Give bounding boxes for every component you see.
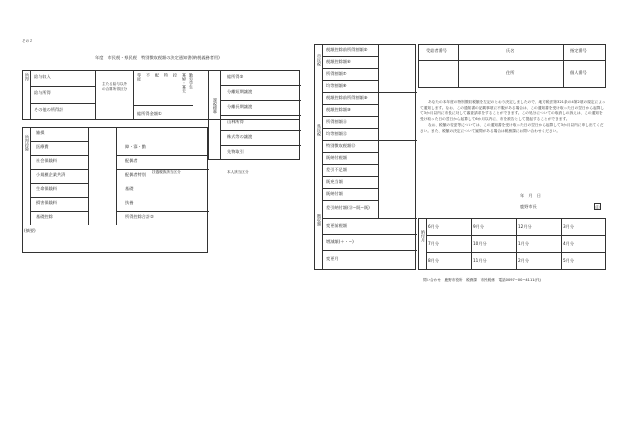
month-1-2: 1月分 xyxy=(518,241,530,246)
left-form xyxy=(22,70,302,253)
deduction-row-5: 損害保険料 xyxy=(36,200,57,205)
total-row-5: 差引納付額(⑬−既−既) xyxy=(326,205,370,210)
deduction-value-label: 本人該当区分 xyxy=(227,170,249,174)
month-2-1: 11月分 xyxy=(473,258,487,263)
deduction-rows xyxy=(30,127,89,225)
mayor-label: 鹿野市長 xyxy=(520,204,537,209)
deduction2-row-2: 配偶者特別 xyxy=(125,172,146,177)
month-0-2: 12月分 xyxy=(518,224,532,229)
deduction-side-label: 所得控除 xyxy=(25,135,30,151)
month-2-3: 5月分 xyxy=(563,258,575,263)
middle-form xyxy=(314,44,424,274)
taxable-row-0: 総所得③ xyxy=(227,74,244,79)
middle-rows xyxy=(322,44,417,270)
dependent-col-1: 不 xyxy=(146,73,151,77)
middle-side-a: 市民税 xyxy=(317,54,322,66)
pref-row-3: 均等割額⑫ xyxy=(326,131,347,136)
total-row-1: 既納付税額 xyxy=(326,155,347,160)
taxable-row-3: 山林所得 xyxy=(227,119,244,124)
income-row-1: 給与所得 xyxy=(34,90,51,95)
dependent-col-3: 特 xyxy=(164,73,169,77)
monthly-table xyxy=(418,218,608,270)
income-row-0: 給与収入 xyxy=(34,74,51,79)
notice-paragraph-2: なお、税額の変更等については、この通知書を受け取った日の翌日から起算して3か月以内に申し出てください。また、税額の決定について疑問がある場合は税務課にお問い合わせください。 xyxy=(420,122,604,133)
dependent-col-2: 配 xyxy=(155,73,160,77)
deduction-row-3: 小規模企業共済 xyxy=(36,172,66,177)
month-1-0: 7月分 xyxy=(428,241,440,246)
month-1-1: 10月分 xyxy=(473,241,487,246)
document-title: 年度 市民税・県民税 特別徴収税額の決定通知書(納税義務者用) xyxy=(95,55,220,60)
date-label: 年 月 日 xyxy=(520,193,541,198)
middle-side-c: 徴収額 xyxy=(317,214,322,226)
total-row-4: 既納付額 xyxy=(326,191,343,196)
middle-side-d: 納付月 xyxy=(421,230,426,242)
pref-row-2: 所得割額⑪ xyxy=(326,119,347,124)
personal-number-label: 個人番号 xyxy=(570,70,587,75)
remarks-label: (摘要) xyxy=(24,228,36,233)
month-2-0: 8月分 xyxy=(428,258,440,263)
total-row-2: 差引不足額 xyxy=(326,167,347,172)
deduction-row-0: 雑損 xyxy=(36,130,45,135)
dependent-col-0: 専従 xyxy=(137,73,142,81)
deduction2-row-5: 所得控除合計② xyxy=(125,214,154,219)
month-0-1: 9月分 xyxy=(473,224,485,229)
dependent-cols xyxy=(134,70,194,105)
taxable-row-2: 分離長期譲渡 xyxy=(227,104,253,109)
spouse-label: 扶養親族該当区分 xyxy=(152,170,181,174)
deduction-row-2: 社会保険料 xyxy=(36,158,57,163)
notice-text xyxy=(420,100,606,134)
income-rows xyxy=(30,70,96,120)
deduction-row-1: 医療費 xyxy=(36,144,49,149)
change-row-0: 変更前税額 xyxy=(326,223,347,228)
address-label: 住所 xyxy=(506,70,515,75)
city-row-0: 税額控除前所得割額⑤ xyxy=(326,47,368,52)
deduction-row-6: 基礎控除 xyxy=(36,214,53,219)
month-0-3: 3月分 xyxy=(563,224,575,229)
head-col-0: 受給者番号 xyxy=(426,48,447,53)
seal: 印 xyxy=(595,205,600,210)
total-income-label: 総所得金額① xyxy=(137,111,162,116)
taxable-rows xyxy=(220,70,301,160)
city-row-1: 税額控除額⑥ xyxy=(326,59,351,64)
recipient-block xyxy=(418,44,608,88)
change-row-1: 増減額(＋・−) xyxy=(326,239,354,244)
taxable-row-5: 先物取引 xyxy=(227,149,244,154)
mid-label: 主たる給与以外の合算所得区分 xyxy=(102,82,128,91)
taxable-row-1: 分離短期譲渡 xyxy=(227,89,253,94)
dependent-col-4: 控 xyxy=(173,73,178,77)
deduction2-row-0: 障・寡・勤 xyxy=(125,144,146,149)
dependent-col-6: 勤労学生 xyxy=(189,73,194,89)
deduction2-row-4: 基礎 xyxy=(125,186,134,191)
deduction-rows2 xyxy=(116,127,209,225)
income-row-2: その他の所得計 xyxy=(34,107,64,112)
deduction2-row-3: 扶養 xyxy=(125,200,134,205)
pref-row-1: 税額控除額⑩ xyxy=(326,107,351,112)
city-row-3: 均等割額⑧ xyxy=(326,83,347,88)
taxable-side-label: 課税標準 xyxy=(213,98,218,114)
dependent-col-5: 寡婦・寡夫 xyxy=(182,73,187,93)
head-col-2: 指定番号 xyxy=(570,48,587,53)
taxable-row-4: 株式等の譲渡 xyxy=(227,134,253,139)
notice-paragraph-1: あなたの本年度の特別徴収税額を左記のとおり決定しましたので、地方税法第321条の4第2項の規定によって通知します。なお、この通知書の記載事項に不服がある場合は、この通知書を受け取った日の翌日から起算して3か月以内に市長に対して審査請求をすることができます。この処分についての取消しの訴えは、この通知を受け取った日の翌日から起算して6か月以内に、市を被告として提起することができます。 xyxy=(420,100,606,122)
month-2-2: 2月分 xyxy=(518,258,530,263)
middle-side-b: 県民税 xyxy=(317,124,322,136)
deduction2-row-1: 配偶者 xyxy=(125,158,138,163)
total-row-3: 既充当額 xyxy=(326,179,343,184)
income-side-label: 所得 xyxy=(25,73,30,81)
contact-info: 問い合わせ 鹿野市役所 税務課 市民税係 電話0097−00−4111(代) xyxy=(423,278,541,282)
change-row-2: 変更月 xyxy=(326,256,339,261)
month-1-3: 4月分 xyxy=(563,241,575,246)
deduction-row-4: 生命保険料 xyxy=(36,186,57,191)
corner-label: その２ xyxy=(22,39,33,43)
month-0-0: 6月分 xyxy=(428,224,440,229)
total-row-0: 特別徴収税額⑬ xyxy=(326,143,356,148)
city-row-2: 所得割額⑦ xyxy=(326,71,347,76)
head-col-1: 氏名 xyxy=(506,48,515,53)
pref-row-0: 税額控除前所得割額⑨ xyxy=(326,95,368,100)
